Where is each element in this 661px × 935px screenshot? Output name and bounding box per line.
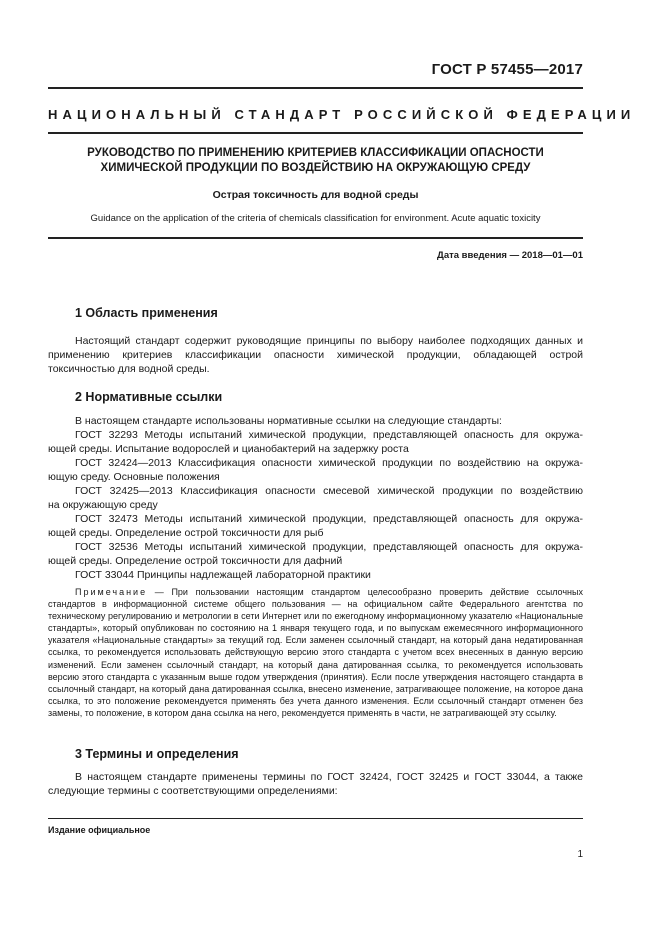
- reference-gost-32473: ГОСТ 32473 Методы испытаний химической продукции, представляющей опасность для окружа-: [75, 513, 583, 525]
- reference-gost-32424-cont: ющую среду. Основные положения: [48, 471, 220, 483]
- reference-gost-32536: ГОСТ 32536 Методы испытаний химической продукции, представляющей опасность для окружа-: [75, 541, 583, 553]
- document-subtitle: Острая токсичность для водной среды: [212, 189, 419, 201]
- reference-gost-32425: ГОСТ 32425—2013 Классификация опасности смесевой химической продукции по воздействию: [75, 485, 583, 497]
- references-intro: В настоящем стандарте использованы нормативные ссылки на следующие стандарты:: [75, 415, 502, 427]
- section-3-text: В настоящем стандарте применены термины по ГОСТ 32424, ГОСТ 32425 и ГОСТ 33044, а также следующие термины с соответствующими определениями:: [48, 771, 583, 797]
- section-1-text: Настоящий стандарт содержит руководящие принципы по выбору наиболее подходящих данных и применению критериев классификации опасности химической продукции, обладающей острой токсичностью для водной среды.: [48, 335, 583, 375]
- reference-gost-32473-cont: ющей среды. Определение острой токсичности для рыб: [48, 527, 324, 539]
- normative-references: [48, 414, 583, 582]
- reference-gost-32293-cont: ющей среды. Испытание водорослей и цианобактерий на задержку роста: [48, 443, 409, 455]
- reference-gost-32424: ГОСТ 32424—2013 Классификация опасности химической продукции по воздействию на окружа-: [75, 457, 583, 469]
- title-line-2: ХИМИЧЕСКОЙ ПРОДУКЦИИ ПО ВОЗДЕЙСТВИЮ НА ОКРУЖАЮЩУЮ СРЕДУ: [100, 162, 531, 174]
- banner-rule: [48, 132, 583, 134]
- document-title: [48, 146, 583, 176]
- section-3-heading: 3 Термины и определения: [75, 747, 239, 761]
- reference-gost-33044: ГОСТ 33044 Принципы надлежащей лабораторной практики: [75, 569, 371, 581]
- intro-date: Дата введения — 2018—01—01: [437, 250, 583, 261]
- references-note: [48, 586, 583, 719]
- note-label: Примечание: [75, 587, 148, 597]
- section-2-heading: 2 Нормативные ссылки: [75, 390, 223, 404]
- reference-gost-32425-cont: на окружающую среду: [48, 499, 158, 511]
- national-standard-banner: НАЦИОНАЛЬНЫЙ СТАНДАРТ РОССИЙСКОЙ ФЕДЕРАЦИИ: [48, 107, 636, 122]
- header-rule: [48, 87, 583, 89]
- reference-gost-32536-cont: ющей среды. Определение острой токсичности для дафний: [48, 555, 343, 567]
- gost-code: ГОСТ Р 57455—2017: [431, 61, 583, 78]
- page-number: 1: [577, 849, 583, 860]
- title-rule: [48, 237, 583, 239]
- note-text: — При пользовании настоящим стандартом целесообразно проверить действие ссылочных стандартов в информационной системе общего пользования — на официальном сайте Федерального агентства по техническому регулированию и метрологии в сети Интернет или по ежегодному информационному указателю «Национальные стандарты», который опубликован по состоянию на 1 января текущего года, и по выпускам ежемесячного информационного указателя «Национальные стандарты» за текущий год. Если заменен ссылочный стандарт, на который дана недатированная ссылка, то рекомендуется использовать действующую версию этого стандарта с учетом всех внесенных в данную версию изменений. Если заменен ссылочный стандарт, на который дана датированная ссылка, то рекомендуется использовать версию этого стандарта с указанным выше годом утверждения (принятия). Если после утверждения настоящего стандарта в ссылочный стандарт, на который дана датированная ссылка, внесено изменение, затрагивающее положение, на которое дана ссылка, то это положение рекомендуется применять без учета данного изменения. Если ссылочный стандарт отменен без замены, то положение, в котором дана ссылка на него, рекомендуется применять в части, не затрагивающей эту ссылку.: [48, 587, 583, 718]
- reference-gost-32293: ГОСТ 32293 Методы испытаний химической продукции, представляющей опасность для окружа-: [75, 429, 583, 441]
- title-line-1: РУКОВОДСТВО ПО ПРИМЕНЕНИЮ КРИТЕРИЕВ КЛАССИФИКАЦИИ ОПАСНОСТИ: [87, 147, 544, 159]
- official-edition-label: Издание официальное: [48, 825, 151, 835]
- footer-rule: [48, 818, 583, 819]
- english-title: Guidance on the application of the criteria of chemicals classification for environment. Acute aquatic toxicity: [90, 213, 541, 224]
- section-1-heading: 1 Область применения: [75, 306, 218, 320]
